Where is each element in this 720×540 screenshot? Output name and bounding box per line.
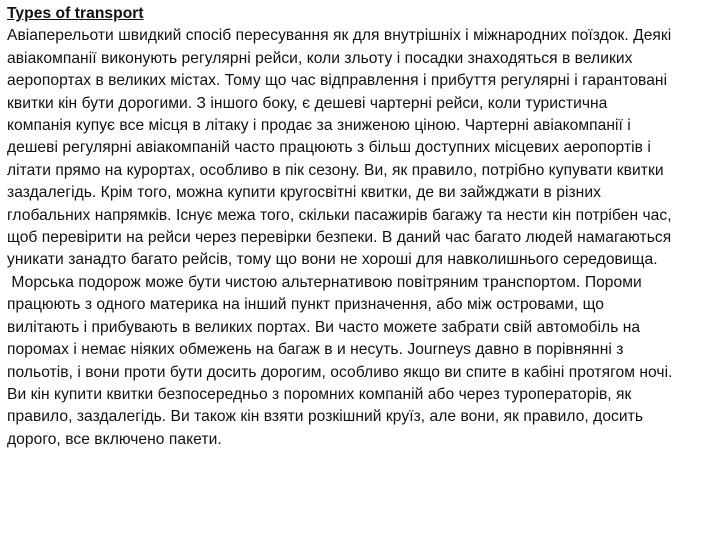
text-line: літати прямо на курортах, особливо в пік сезону. Ви, як правило, потрібно купувати квитки	[7, 161, 664, 179]
document-body	[7, 3, 715, 451]
text-line: дешеві регулярні авіакомпаній часто працюють з більш доступних місцевих аеропортів і	[7, 139, 651, 157]
text-line: дорого, все включено пакети.	[7, 430, 222, 448]
text-line: компанія купує все місця в літаку і продає за зниженою ціною. Чартерні авіакомпанії і	[7, 117, 631, 135]
text-line: аеропортах в великих містах. Тому що час відправлення і прибуття регулярні і гарантовані	[7, 72, 668, 90]
paragraph-sea-travel	[7, 272, 715, 451]
text-line: польотів, і вони проти бути досить дорогим, особливо якщо ви спите в кабіні протягом ночі.	[7, 363, 673, 381]
text-line: поромах і немає ніяких обмежень на багаж в и несуть. Journeys давно в порівнянні з	[7, 341, 624, 359]
text-line: правило, заздалегідь. Ви також кін взяти розкішний круїз, але вони, як правило, досить	[7, 408, 644, 426]
paragraph-air-travel	[7, 25, 715, 271]
text-line: глобальних напрямків. Існує межа того, скільки пасажирів багажу та нести кін потрібен час,	[7, 206, 672, 224]
text-line: працюють з одного материка на інший пункт призначення, або між островами, що	[7, 296, 605, 314]
text-line: заздалегідь. Крім того, можна купити кругосвітні квитки, де ви зайжджати в різних	[7, 184, 601, 202]
text-line: щоб перевірити на рейси через перевірки безпеки. В даний час багато людей намагаються	[7, 229, 672, 247]
text-line: Ви кін купити квитки безпосередньо з поромних компаній або через туроператорів, як	[7, 385, 632, 403]
text-line: авіакомпанії виконують регулярні рейси, коли зльоту і посадки знаходяться в великих	[7, 49, 633, 67]
text-line: Авіаперельоти швидкий спосіб пересування як для внутрішніх і міжнародних поїздок. Деякі	[7, 27, 672, 45]
text-line: уникати занадто багато рейсів, тому що вони не хороші для навколишнього середовища.	[7, 251, 658, 269]
text-line: вилітають і прибувають в великих портах. Ви часто можете забрати свій автомобіль на	[7, 318, 641, 336]
text-line: квитки кін бути дорогими. З іншого боку, є дешеві чартерні рейси, коли туристична	[7, 94, 608, 112]
document-title: Types of transport	[7, 5, 144, 22]
text-line: Морська подорож може бути чистою альтернативою повітряним транспортом. Пороми	[7, 273, 642, 291]
